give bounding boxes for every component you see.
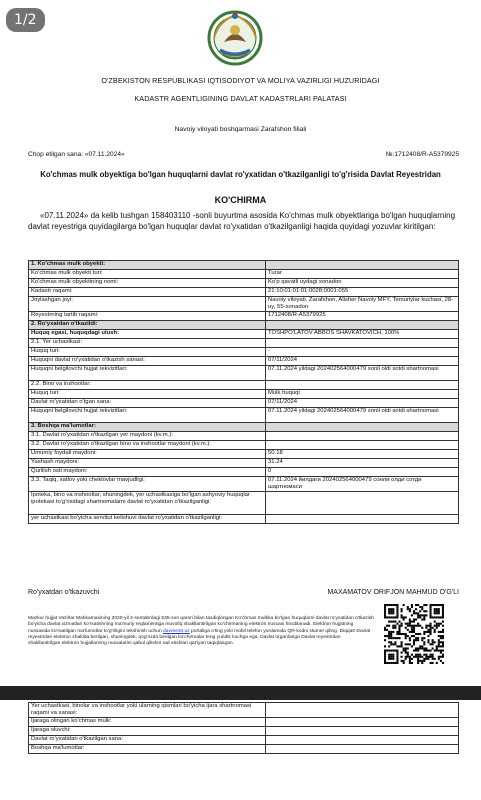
legal-footnote: Mazkur hujjat Vazirlar Mahkamasining 2020-yil 2-sentabrdagi 535-son qarori bilan tasdiqlangan Ko'chmas mulkka bo'lgan huquqlarni davlat ro'yxatidan o'tkazish bo'yicha davlat xizmatlari ko'rsatishning ma'muriy reglamentiga muvofiq shakllantirilgan ko'chirmaning elektron nusxasi hisoblanadi. Elektron hujjatning nusxasida ko'rsatilgan ma'lumotlar to'g'riligini tekshirish uchun davreestr.uz portaliga o'ting yoki mobil telefon yordamida QR-kodni skaner qiling. Diqqat! Davlat reyestridan elektron shaklda berilgan, shuningdek, qog'ozda berilgan ko'chirmalar teng yuridik kuchga ega. Davlat organlariga Davlat reyestridan shakllantirilgan elektron hujjatlarning nusxalarini qabul qilishni rad etishlari qat'iyan taqiqlangan. (28, 616, 374, 647)
table-cell-label: Ipoteka, bino va inshootlar, shuningdek, yer uchastkasiga bo'lgan ashyoviy huquqlar ipotekasi to'g'risidagi shartnomalarni davlat ro'yxatidan o'tkazilganligi: (29, 492, 266, 515)
table-cell-label: Joylashgan joyi: (29, 297, 266, 312)
table-cell-value (266, 515, 459, 524)
table-cell-label: 1. Ko'chmas mulk obyekti: (29, 261, 266, 270)
table-cell-value (266, 339, 459, 348)
document-subtitle: KO'CHIRMA (214, 195, 267, 205)
table-cell-label: Davlat ro'yxatidan o'tgan sana: (29, 399, 266, 408)
table-row (29, 270, 459, 279)
table-row (29, 381, 459, 390)
table-row (29, 450, 459, 459)
table-cell-label: Boshqa ma'lumotlar: (29, 745, 266, 754)
table-row (29, 279, 459, 288)
table-row (29, 718, 459, 727)
table-cell-value: Turar (266, 270, 459, 279)
table-row (29, 357, 459, 366)
table-row (29, 441, 459, 450)
table-cell-value (266, 703, 459, 718)
document-number: №:1712408/R-A5379925 (385, 151, 459, 158)
table-row (29, 727, 459, 736)
table-cell-label: Ijaraga oluvchi: (29, 727, 266, 736)
page-gap (0, 686, 481, 700)
qr-code-icon[interactable] (384, 604, 444, 664)
table-cell-label: yer uchastkasi bo'yicha servitut kelishuvi davlat ro'yxatidan o'tkazilganligi: (29, 515, 266, 524)
verification-link[interactable]: davreestr.uz (163, 628, 190, 634)
table-cell-value (266, 261, 459, 270)
table-cell-label: Huquqni davlat ro'yxatidan o'tkazish sanasi: (29, 357, 266, 366)
table-cell-label: Davlat ro'yxatidan o'tkazilgan sana: (29, 736, 266, 745)
table-cell-value: 31.24 (266, 459, 459, 468)
table-row (29, 288, 459, 297)
table-cell-label: Reyestrning tartib raqami: (29, 312, 266, 321)
table-cell-value (266, 441, 459, 450)
table-cell-value: 50.18 (266, 450, 459, 459)
table-row (29, 399, 459, 408)
table-row (29, 459, 459, 468)
table-cell-value: Mulk huquqi (266, 390, 459, 399)
table-cell-label: 2.1. Yer uchastkasi: (29, 339, 266, 348)
table-row (29, 330, 459, 339)
table-cell-value: 21:10:01:01:01:0028:0001:055 (266, 288, 459, 297)
table-cell-label: Yer uchastkasi, binolar va inshootlar yoki ularning qismlari bo'yicha ijara shartnomasi raqami va sanasi: (29, 703, 266, 718)
table-cell-label: Huquq egasi, huquqdagi ulush: (29, 330, 266, 339)
table-row (29, 408, 459, 423)
registry-table (28, 260, 459, 524)
table-cell-value: TOSHPO'LATOV ABBOS SHAVKATOVICH, 100% (266, 330, 459, 339)
table-cell-value (266, 727, 459, 736)
document-page-2 (0, 700, 481, 800)
lease-table (28, 702, 459, 754)
chamber-title: KADASTR AGENTLIGINING DAVLAT KADASTRLARI PALATASI (134, 94, 347, 103)
table-cell-value (266, 321, 459, 330)
table-cell-label: 2.2. Bino va inshootlar: (29, 381, 266, 390)
table-cell-label: 3.3. Taqiq, xatlov yoki cheklovlar mavjudligi: (29, 477, 266, 492)
ministry-title: O'ZBEKISTON RESPUBLIKASI IQTISODIYOT VA MOLIYA VAZIRLIGI HUZURIDAGI (101, 76, 380, 85)
print-date: Chop etilgan sana: «07.11.2024» (28, 151, 125, 158)
table-cell-label: Umumiy foydali maydoni: (29, 450, 266, 459)
table-cell-label: Kadastr raqami: (29, 288, 266, 297)
table-row (29, 297, 459, 312)
table-cell-label: 2. Ro'yxatdan o'tkazildi: (29, 321, 266, 330)
table-cell-label: Qurilish osti maydoni: (29, 468, 266, 477)
table-section-row (29, 321, 459, 330)
table-row (29, 390, 459, 399)
table-cell-value: 1712408/R-A5379925 (266, 312, 459, 321)
table-cell-value: 07/11/2024 (266, 399, 459, 408)
table-cell-label: Ijaraga olingan ko'chmas mulk: (29, 718, 266, 727)
table-cell-value: Navoiy viloyati, Zarafshon, Alisher Navoiy MFY, Temuriylar kuchasi, 28-uy, 55-xonadon (266, 297, 459, 312)
signature-row (28, 589, 459, 596)
table-row (29, 703, 459, 718)
table-cell-value (266, 381, 459, 390)
table-cell-label: Huquqni belgilovchi hujjat rekvizitlari: (29, 366, 266, 381)
table-cell-label: Yashash maydoni: (29, 459, 266, 468)
table-row (29, 515, 459, 524)
meta-row (28, 151, 459, 158)
table-cell-value (266, 745, 459, 754)
table-cell-value: 07.11.2024 yildagi 202402564000479 sonli oldi sotdi shartnomasi (266, 408, 459, 423)
page-counter: 1/2 (6, 8, 45, 32)
intro-paragraph: «07.11.2024» da kelib tushgan 158403110 -sonli buyurtma asosida Ko'chmas mulk obyektlariga bo'lgan huquqlarning davlat reyestriga quyidagilarga bo'lgan huquqlar davlat ro'yxatidan o'tkazilganligi haqida quyidagi yozuvlar kiritilgan: (28, 211, 456, 231)
table-row (29, 339, 459, 348)
table-row (29, 312, 459, 321)
table-cell-label: Huquqni belgilovchi hujjat rekvizitlari: (29, 408, 266, 423)
registrar-label: Ro'yxatdan o'tkazuvchi (28, 589, 100, 596)
table-row (29, 348, 459, 357)
table-cell-value: Ko'p qavatli uydagi xonadon (266, 279, 459, 288)
table-cell-value: - (266, 348, 459, 357)
table-cell-value (266, 718, 459, 727)
table-cell-value: 0 (266, 468, 459, 477)
table-cell-label: 3.1. Davlat ro'yxatidan o'tkazilgan yer maydoni (kv.m.): (29, 432, 266, 441)
table-cell-value: 07.11.2024 yildagi 202402564000479 sonli oldi sotdi shartnomasi (266, 366, 459, 381)
table-cell-label: Huquq turi: (29, 348, 266, 357)
table-cell-label: Huquq turi: (29, 390, 266, 399)
table-cell-label: 3. Boshqa ma'lumotlar: (29, 423, 266, 432)
table-cell-value (266, 423, 459, 432)
state-emblem-icon (206, 8, 264, 66)
table-row (29, 366, 459, 381)
table-row (29, 468, 459, 477)
table-cell-label: 3.2. Davlat ro'yxatidan o'tkazilgan bino va inshootlar maydoni (kv.m.): (29, 441, 266, 450)
table-cell-value (266, 736, 459, 745)
registrar-name: MAXAMATOV ORIFJON MAHMUD O'G'LI (327, 589, 459, 596)
document-title: Ko'chmas mulk obyektiga bo'lgan huquqlarni davlat ro'yxatidan o'tkazilganligi to'g'risida Davlat Reyestridan (40, 170, 441, 179)
table-cell-value: 07/11/2024 (266, 357, 459, 366)
table-cell-label: Ko'chmas mulk obyekti turi: (29, 270, 266, 279)
table-section-row (29, 423, 459, 432)
table-cell-value: 07.11.2024 йилдаги 202402564000479 сонли олди сотди шартномаси (266, 477, 459, 492)
branch-name: Navoiy viloyati boshqarmasi Zarafshon filiali (174, 126, 307, 133)
table-cell-value (266, 492, 459, 515)
table-row (29, 477, 459, 492)
table-row (29, 736, 459, 745)
table-section-row (29, 261, 459, 270)
table-row (29, 745, 459, 754)
table-cell-label: Ko'chmas mulk obyektining nomi: (29, 279, 266, 288)
table-row (29, 492, 459, 515)
table-row (29, 432, 459, 441)
table-cell-value (266, 432, 459, 441)
